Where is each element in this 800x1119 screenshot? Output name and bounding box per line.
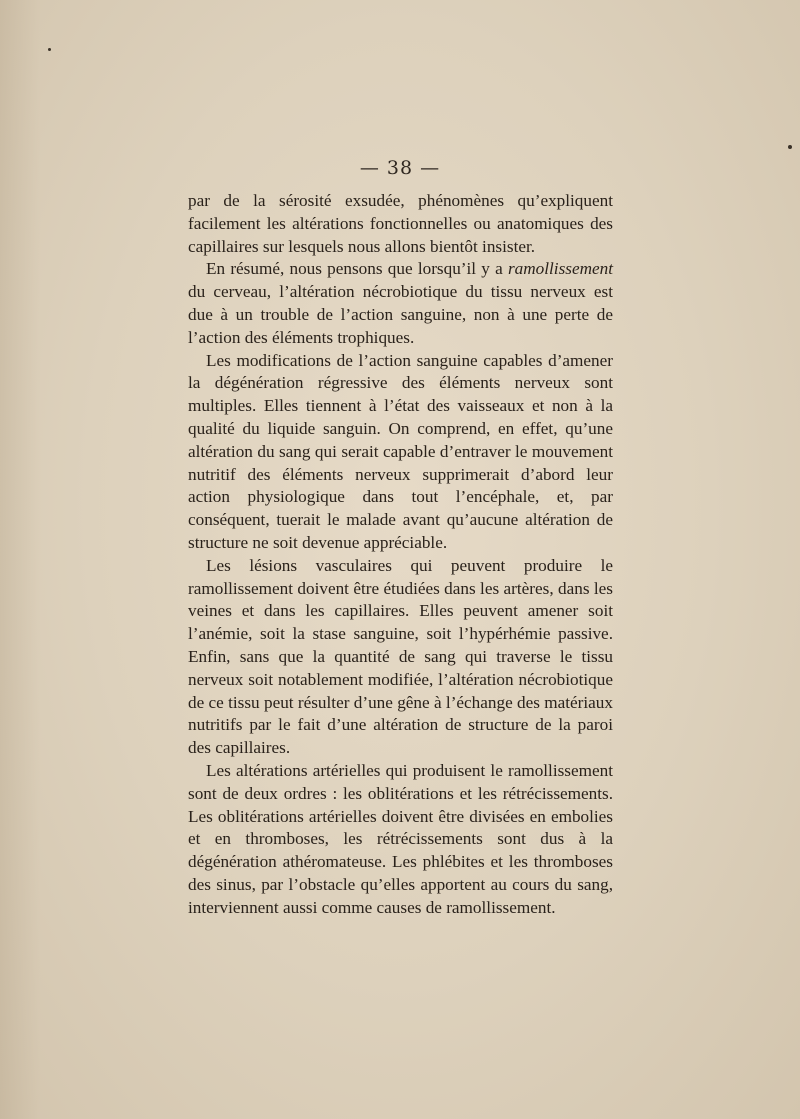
text-run: Les modifications de l’action sanguine capables d’amener la dégénération régressive des éléments nerveux sont multiples. Elles tiennent à l’état des vaisseaux et non à la qualité du liquide sanguin. On comprend, en effet, qu’une altération du sang qui serait capable d’entraver le mouvement nutritif des éléments nerveux supprimerait d’abord leur action physiologique dans tout l’encéphale, et, par conséquent, tuerait le malade avant qu’aucune altération de structure ne soit devenue appréciable. [188, 350, 613, 552]
italic-term: ramollissement [507, 259, 613, 279]
ink-speck [48, 48, 51, 51]
paragraph [188, 258, 613, 349]
ink-speck [788, 145, 792, 149]
paragraph [188, 555, 613, 760]
text-run: Les lésions vasculaires qui peuvent produire le ramollissement doivent être étudiées dans les artères, dans les veines et dans les capillaires. Elles peuvent amener soit l’anémie, soit la stase sanguine, soit l’hypérhémie passive. Enfin, sans que la quantité de sang qui traverse le tissu nerveux soit notablement modifiée, l’altération nécrobiotique de ce tissu peut résulter d’une gêne à l’échange des matériaux nutritifs par le fait d’une altération de structure de la paroi des capillaires. [188, 555, 613, 758]
text-run: par de la sérosité exsudée, phénomènes qu’expliquent facilement les altérations fonctionnelles ou anatomiques des capillaires sur lesquels nous allons bientôt insister. [188, 191, 613, 256]
text-run: En résumé, nous pensons que lorsqu’il y a [206, 259, 508, 279]
text-run: du cerveau, l’altération nécrobiotique du tissu nerveux est due à un trouble de l’action sanguine, non à une perte de l’action des éléments trophiques. [188, 282, 613, 347]
paragraph [188, 760, 613, 920]
page-number: — 38 — [359, 157, 441, 179]
body-text [188, 190, 613, 920]
text-run: Les altérations artérielles qui produisent le ramollissement sont de deux ordres : les oblitérations et les rétrécissements. Les oblitérations artérielles doivent être divisées en embolies et en thromboses, les rétrécissements sont dus à la dégénération athéromateuse. Les phlébites et les thromboses des sinus, par l’obstacle qu’elles apportent au cours du sang, interviennent aussi comme causes de ramollissement. [188, 760, 613, 917]
paragraph [188, 350, 613, 555]
paragraph [188, 190, 613, 258]
